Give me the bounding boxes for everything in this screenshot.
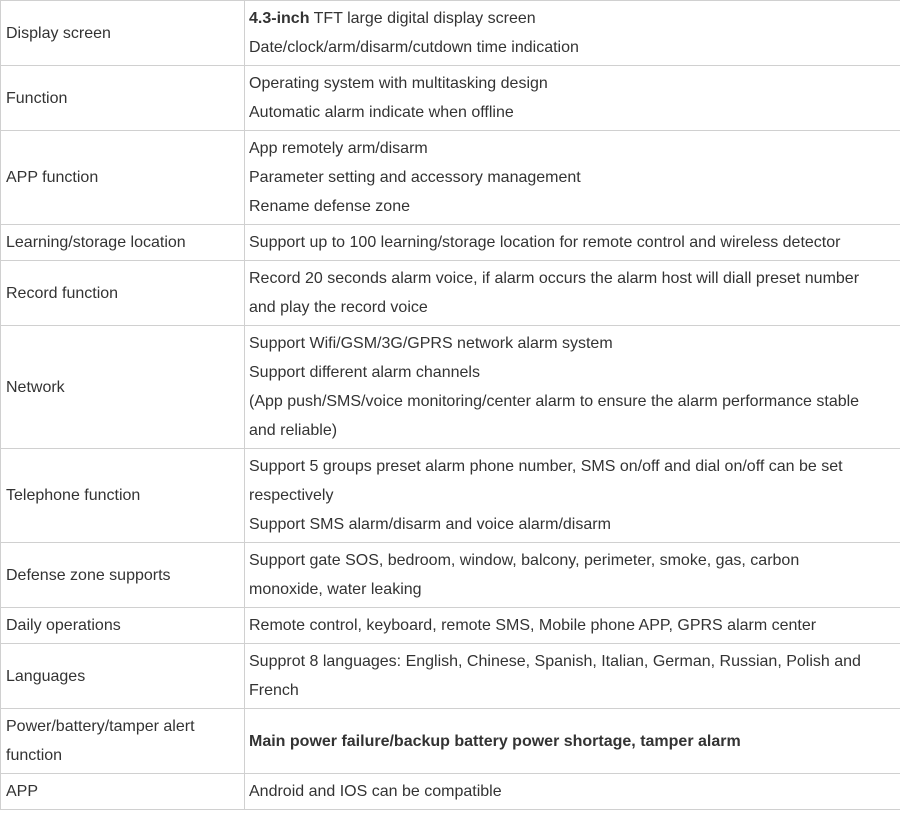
value-line: Support SMS alarm/disarm and voice alarm/disarm (249, 516, 611, 533)
row-label: APP function (1, 131, 245, 225)
row-value (245, 66, 900, 131)
row-label: APP (1, 774, 245, 810)
label-line: Power/battery/tamper alert (6, 718, 195, 735)
value-line (249, 727, 896, 756)
row-label: Daily operations (1, 608, 245, 644)
table-row (1, 66, 900, 131)
table-row (1, 709, 900, 774)
row-value (245, 644, 900, 709)
row-value (245, 131, 900, 225)
table-row (1, 608, 900, 644)
table-row (1, 644, 900, 709)
value-line: (App push/SMS/voice monitoring/center alarm to ensure the alarm performance stable (249, 393, 860, 410)
value-line: Support 5 groups preset alarm phone number, SMS on/off and dial on/off can be set (249, 458, 843, 475)
value-line: Operating system with multitasking design (249, 75, 548, 92)
value-line: Support different alarm channels (249, 364, 480, 381)
value-line: Rename defense zone (249, 198, 410, 215)
row-label: Languages (1, 644, 245, 709)
row-value (245, 326, 900, 449)
row-label: Learning/storage location (1, 225, 245, 261)
value-line: App remotely arm/disarm (249, 140, 428, 157)
table-row (1, 261, 900, 326)
value-line: Support gate SOS, bedroom, window, balcony, perimeter, smoke, gas, carbon (249, 552, 800, 569)
value-bold-text: Main power failure/backup battery power shortage, tamper alarm (249, 732, 741, 750)
row-label: Defense zone supports (1, 543, 245, 608)
value-line: French (249, 682, 299, 699)
table-row (1, 1, 900, 66)
value-bold-text: 4.3-inch (249, 10, 310, 27)
value-line: and play the record voice (249, 299, 428, 316)
table-row (1, 131, 900, 225)
value-line: Date/clock/arm/disarm/cutdown time indication (249, 39, 579, 56)
table-row (1, 543, 900, 608)
value-line: and reliable) (249, 422, 338, 439)
table-row (1, 774, 900, 810)
row-value (245, 543, 900, 608)
row-value (245, 709, 900, 774)
value-line: respectively (249, 487, 334, 504)
row-label (1, 709, 245, 774)
row-label: Display screen (1, 1, 245, 66)
table-row (1, 326, 900, 449)
row-label: Record function (1, 261, 245, 326)
value-line: Record 20 seconds alarm voice, if alarm occurs the alarm host will diall preset number (249, 270, 860, 287)
value-text: TFT large digital display screen (309, 10, 536, 27)
row-label: Function (1, 66, 245, 131)
row-value (245, 774, 900, 810)
value-line (249, 4, 896, 33)
value-line: Support up to 100 learning/storage location for remote control and wireless detector (249, 234, 841, 251)
value-line: monoxide, water leaking (249, 581, 422, 598)
row-value (245, 1, 900, 66)
row-label: Network (1, 326, 245, 449)
value-line: Android and IOS can be compatible (249, 783, 502, 800)
value-line: Supprot 8 languages: English, Chinese, Spanish, Italian, German, Russian, Polish and (249, 653, 861, 670)
label-line: function (6, 747, 63, 764)
value-line: Remote control, keyboard, remote SMS, Mobile phone APP, GPRS alarm center (249, 617, 817, 634)
value-line: Parameter setting and accessory management (249, 169, 581, 186)
row-value (245, 225, 900, 261)
row-value (245, 261, 900, 326)
value-line: Support Wifi/GSM/3G/GPRS network alarm system (249, 335, 613, 352)
row-label: Telephone function (1, 449, 245, 543)
row-value (245, 449, 900, 543)
value-line: Automatic alarm indicate when offline (249, 104, 514, 121)
table-row (1, 225, 900, 261)
table-row (1, 449, 900, 543)
row-value (245, 608, 900, 644)
